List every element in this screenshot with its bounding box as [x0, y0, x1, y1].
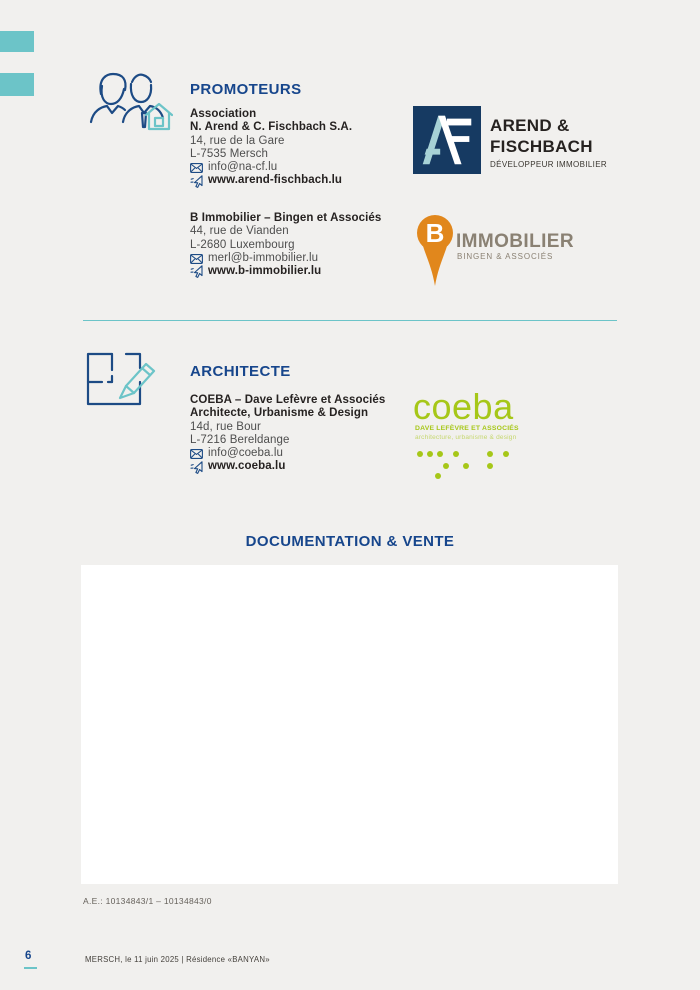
envelope-icon: [190, 449, 203, 459]
cursor-icon: [190, 461, 203, 474]
contact-address-line: 44, rue de Vianden: [190, 225, 289, 238]
contact-name: COEBA – Dave Lefèvre et Associés: [190, 394, 386, 406]
b-immobilier-name: IMMOBILIER: [456, 231, 574, 252]
contact-name: B Immobilier – Bingen et Associés: [190, 212, 382, 224]
arend-fischbach-logo: [413, 106, 607, 174]
contact-card-coeba: [190, 394, 385, 474]
contact-website[interactable]: www.coeba.lu: [208, 460, 286, 473]
contact-address-line: L-2680 Luxembourg: [190, 238, 295, 251]
contact-address-line: L-7535 Mersch: [190, 147, 269, 160]
coeba-tagline: architecture, urbanisme & design: [415, 434, 517, 441]
section-divider-line: [83, 320, 617, 321]
contact-name: Architecte, Urbanisme & Design: [190, 407, 369, 420]
corner-accent-block-1: [0, 31, 34, 52]
contact-email[interactable]: info@coeba.lu: [208, 447, 283, 460]
contact-card-b-immobilier: [190, 212, 381, 278]
page-number: 6: [25, 950, 32, 962]
cursor-icon: [190, 175, 203, 188]
arend-fischbach-tagline: DÉVELOPPEUR IMMOBILIER: [490, 160, 608, 169]
page-number-underline: [24, 967, 37, 969]
promoteurs-heading: PROMOTEURS: [190, 81, 302, 98]
documentation-placeholder-box: [81, 565, 618, 884]
architecte-heading: ARCHITECTE: [190, 363, 291, 380]
svg-text:B: B: [425, 218, 445, 248]
envelope-icon: [190, 163, 203, 173]
contact-website[interactable]: www.b-immobilier.lu: [208, 265, 322, 278]
contact-card-arend-fischbach: [190, 108, 352, 188]
promoters-people-house-icon: [85, 72, 173, 134]
contact-website[interactable]: www.arend-fischbach.lu: [208, 174, 343, 187]
coeba-logo: [413, 385, 543, 485]
contact-email[interactable]: info@na-cf.lu: [208, 161, 278, 174]
contact-email[interactable]: merl@b-immobilier.lu: [208, 251, 319, 264]
footer-text: MERSCH, le 11 juin 2025 | Résidence «BANYAN»: [85, 955, 270, 964]
floorplan-pencil-icon: [86, 352, 162, 408]
arend-fischbach-name-line2: FISCHBACH: [490, 137, 593, 156]
contact-address-line: 14, rue de la Gare: [190, 134, 285, 147]
envelope-icon: [190, 254, 203, 264]
arend-fischbach-monogram-icon: [413, 106, 481, 174]
corner-accent-block-2: [0, 73, 34, 96]
contact-address-line: L-7216 Bereldange: [190, 433, 290, 446]
contact-name: Association: [190, 108, 257, 120]
b-immobilier-tagline: BINGEN & ASSOCIÉS: [457, 252, 554, 261]
documentation-heading: DOCUMENTATION & VENTE: [245, 533, 455, 550]
cursor-icon: [190, 265, 203, 278]
b-immobilier-logo: [414, 210, 604, 288]
contact-address-line: 14d, rue Bour: [190, 420, 261, 433]
coeba-subtitle: DAVE LEFÈVRE ET ASSOCIÉS: [415, 425, 519, 432]
arend-fischbach-name-line1: AREND &: [490, 116, 570, 135]
coeba-wordmark: coeba: [413, 386, 514, 427]
contact-name: N. Arend & C. Fischbach S.A.: [190, 121, 353, 134]
b-immobilier-pin-icon: [414, 212, 456, 288]
reference-number: A.E.: 10134843/1 – 10134843/0: [83, 896, 212, 906]
